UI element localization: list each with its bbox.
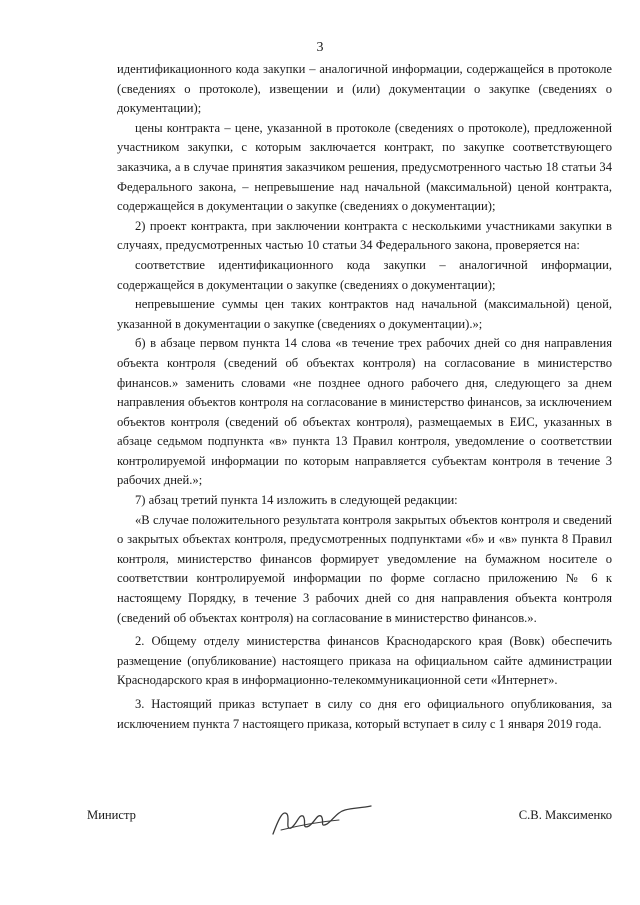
paragraph: «В случае положительного результата контроля закрытых объектов контроля и сведений о закрытых объектах контроля, предусмотренных подпунктами «б» и «в» пункта 8 Правил контроля, министерство финансов формирует уведомление на бумажном носителе о соответствии контролируемой информации по форме согласно приложению № 6 к настоящему Порядку, в течение 3 рабочих дней со дня направления объекта контроля (сведений об объектах контроля) на согласование в министерство финансов.». bbox=[117, 512, 612, 625]
paragraph: 2. Общему отделу министерства финансов Краснодарского края (Вовк) обеспечить размещение (опубликование) настоящего приказа на официальном сайте администрации Краснодарского края в информационно-телекоммуникационной сети «Интернет». bbox=[117, 634, 612, 688]
paragraph: 7) абзац третий пункта 14 изложить в следующей редакции: bbox=[135, 493, 458, 508]
page-number: 3 bbox=[316, 40, 324, 55]
document-body bbox=[117, 60, 612, 734]
paragraph: идентификационного кода закупки – аналогичной информации, содержащейся в протоколе (сведениях о протоколе), извещении и (или) документации о закупке (сведениях о документации); bbox=[117, 62, 612, 116]
signatory-title: Министр bbox=[87, 808, 136, 822]
paragraph: соответствие идентификационного кода закупки – аналогичной информации, содержащейся в документации о закупке (сведениях о документации); bbox=[117, 257, 612, 292]
paragraph: б) в абзаце первом пункта 14 слова «в течение трех рабочих дней со дня направления объекта контроля (сведений об объектах контроля) на согласование в министерство финансов.» заменить словами «не позднее одного рабочего дня, следующего за днем направления объектов контроля на согласование в министерство финансов, за исключением объектов контроля (сведений об объектах контроля), размещаемых в ЕИС, указанных в абзаце седьмом подпункта «в» пункта 13 Правил контроля, уведомление о соответствии контролируемой информации по которым направляется субъектам контроля в течение 3 рабочих дней.»; bbox=[117, 336, 612, 488]
paragraph: 3. Настоящий приказ вступает в силу со дня его официального опубликования, за исключением пункта 7 настоящего приказа, который вступает в силу с 1 января 2019 года. bbox=[117, 697, 612, 731]
paragraph: непревышение суммы цен таких контрактов над начальной (максимальной) ценой, указанной в документации о закупке (сведениях о документации).»; bbox=[117, 297, 612, 331]
signatory-name: С.В. Максименко bbox=[518, 808, 612, 822]
handwritten-signature bbox=[267, 800, 377, 840]
paragraph: 2) проект контракта, при заключении контракта с несколькими участниками закупки в случаях, предусмотренных частью 10 статьи 34 Федерального закона, проверяется на: bbox=[117, 218, 612, 253]
paragraph: цены контракта – цене, указанной в протоколе (сведениях о протоколе), предложенной участником закупки, с которым заключается контракт, по закупке соответствующего заказчика, а в случае принятия заказчиком решения, предусмотренного частью 18 статьи 34 Федерального закона, – непревышение над начальной (максимальной) ценой контракта, содержащейся в документации о закупке (сведениях о документации); bbox=[117, 120, 612, 214]
signature-block bbox=[87, 808, 612, 848]
